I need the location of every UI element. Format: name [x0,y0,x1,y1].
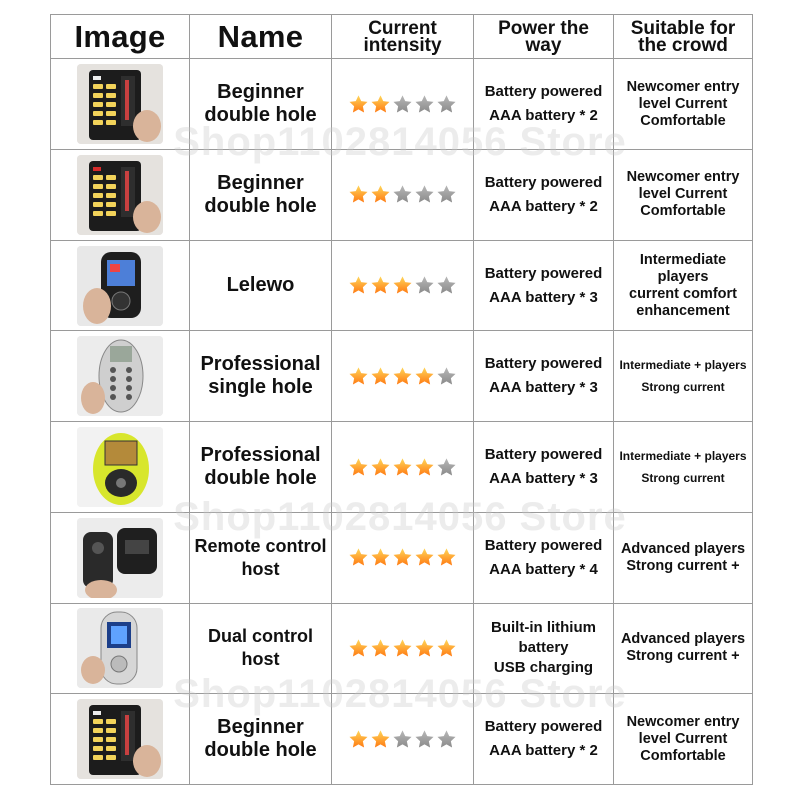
header-power-line2: way [525,34,562,56]
star-empty-icon [414,94,435,115]
product-name-line: Lelewo [226,274,295,297]
yellow-screen-device-icon [77,427,163,507]
watermark: Shop1102814056 Store [173,495,627,539]
crowd-cell [614,694,753,785]
star-filled-icon [348,184,369,205]
header-name [190,15,332,59]
header-image-label: Image [74,18,166,54]
product-name-line: Beginner [217,716,304,739]
header-crowd-line2: the crowd [638,34,728,56]
product-name-line: host [241,649,280,670]
crowd-line: Advanced players [620,631,746,648]
name-cell [190,512,332,603]
image-cell [51,150,190,241]
table-row [51,240,753,331]
intensity-cell [332,603,474,694]
power-cell [474,331,614,422]
power-line: AAA battery * 2 [489,742,598,760]
star-filled-icon [392,366,413,387]
name-cell [190,240,332,331]
star-empty-icon [436,729,457,750]
star-empty-icon [392,729,413,750]
crowd-line: Newcomer entry [626,169,740,186]
remote-and-host-icon [77,518,163,598]
image-cell [51,240,190,331]
image-cell [51,59,190,150]
star-filled-icon [348,366,369,387]
star-rating [332,94,473,115]
star-rating [332,638,473,659]
product-name-line: double hole [204,467,317,489]
star-empty-icon [436,457,457,478]
intensity-cell [332,694,474,785]
star-filled-icon [348,638,369,659]
star-filled-icon [370,638,391,659]
star-filled-icon [414,366,435,387]
product-name-line: single hole [208,376,313,399]
header-image [51,15,190,59]
black-remote-keypad-icon [77,699,163,779]
star-filled-icon [414,638,435,659]
intensity-cell [332,240,474,331]
crowd-cell [614,422,753,513]
crowd-line: Comfortable [640,112,726,129]
product-name-line: Remote control [194,535,327,556]
power-line: Battery powered [484,83,603,101]
table-row [51,512,753,603]
crowd-cell [614,331,753,422]
table-row [51,331,753,422]
power-line: Battery powered [484,264,603,282]
star-filled-icon [370,366,391,387]
table-row [51,603,753,694]
screen-device-icon [77,246,163,326]
crowd-line: Strong current + [626,557,740,574]
crowd-line: Newcomer entry [626,713,740,730]
table-row [51,59,753,150]
black-remote-red-button-icon [77,155,163,235]
power-cell [474,240,614,331]
header-power [474,15,614,59]
product-name-line: double hole [204,104,317,127]
crowd-line: level Current [638,95,728,112]
star-filled-icon [370,729,391,750]
product-name-line: host [241,558,280,579]
crowd-line: level Current [638,186,728,203]
power-cell [474,603,614,694]
power-line: Battery powered [484,173,603,191]
name-cell [190,603,332,694]
name-cell [190,59,332,150]
star-filled-icon [392,457,413,478]
intensity-cell [332,59,474,150]
product-name-line: Dual control [207,626,313,647]
crowd-line: current comfort [629,285,737,302]
power-line: Battery powered [484,355,603,373]
crowd-line: Comfortable [640,747,726,764]
watermark: Shop1102814056 Store [173,120,627,164]
star-filled-icon [436,638,457,659]
table-row [51,150,753,241]
star-empty-icon [436,94,457,115]
crowd-cell [614,150,753,241]
star-rating [332,457,473,478]
intensity-cell [332,150,474,241]
star-filled-icon [414,457,435,478]
star-rating [332,366,473,387]
star-empty-icon [392,184,413,205]
star-empty-icon [414,729,435,750]
star-filled-icon [370,547,391,568]
intensity-cell [332,422,474,513]
crowd-cell [614,59,753,150]
header-current-intensity [332,15,474,59]
star-filled-icon [392,275,413,296]
name-cell [190,422,332,513]
name-cell [190,331,332,422]
star-filled-icon [414,547,435,568]
star-filled-icon [370,94,391,115]
crowd-cell [614,603,753,694]
header-intensity-line2: intensity [363,34,442,56]
power-line: battery [518,639,569,657]
name-cell [190,694,332,785]
power-line: AAA battery * 4 [489,560,598,578]
header-row [51,15,753,59]
crowd-cell [614,240,753,331]
star-rating [332,547,473,568]
power-cell [474,150,614,241]
star-filled-icon [348,729,369,750]
star-filled-icon [436,547,457,568]
header-intensity-line1: Current [368,17,437,39]
image-cell [51,512,190,603]
power-line: AAA battery * 2 [489,107,598,125]
crowd-line: Comfortable [640,203,726,220]
star-filled-icon [392,638,413,659]
star-empty-icon [414,184,435,205]
power-cell [474,694,614,785]
product-name-line: Beginner [217,171,304,194]
table-row [51,694,753,785]
comparison-table [50,14,753,785]
crowd-line: Intermediate + players [619,358,747,373]
power-cell [474,512,614,603]
crowd-cell [614,512,753,603]
star-empty-icon [436,184,457,205]
watermark: Shop1102814056 Store [173,672,627,716]
power-line: Battery powered [484,718,603,736]
cylinder-host-icon [77,608,163,688]
image-cell [51,422,190,513]
star-empty-icon [392,94,413,115]
power-line: AAA battery * 3 [489,379,598,397]
crowd-line: enhancement [636,302,730,319]
product-name-line: Professional [200,444,321,466]
intensity-cell [332,331,474,422]
power-line: Built-in lithium [491,619,596,637]
crowd-line: Advanced players [620,540,746,557]
header-name-label: Name [217,18,304,54]
product-name-line: double hole [204,739,317,762]
crowd-line: level Current [638,730,728,747]
crowd-line: Strong current [641,380,725,395]
star-filled-icon [370,275,391,296]
star-filled-icon [348,547,369,568]
silver-oval-device-icon [77,336,163,416]
crowd-line: Strong current [641,471,725,485]
crowd-line: Intermediate players [639,251,727,285]
product-name-line: Beginner [217,81,304,104]
black-remote-keypad-icon [77,64,163,144]
star-empty-icon [414,275,435,296]
image-cell [51,694,190,785]
header-power-line1: Power the [498,17,589,39]
star-rating [332,729,473,750]
header-crowd-line1: Suitable for [630,17,736,39]
star-rating [332,275,473,296]
star-filled-icon [370,184,391,205]
power-line: Battery powered [484,536,603,554]
header-crowd [614,15,753,59]
star-rating [332,184,473,205]
crowd-line: Intermediate + players [619,449,747,463]
star-filled-icon [348,457,369,478]
crowd-line: Strong current + [626,648,740,665]
name-cell [190,150,332,241]
power-cell [474,59,614,150]
power-line: USB charging [493,659,594,677]
table-row [51,422,753,513]
crowd-line: Newcomer entry [626,78,740,95]
power-line: AAA battery * 3 [489,470,598,487]
star-filled-icon [348,94,369,115]
star-empty-icon [436,366,457,387]
power-cell [474,422,614,513]
power-line: AAA battery * 2 [489,197,598,215]
image-cell [51,603,190,694]
intensity-cell [332,512,474,603]
star-empty-icon [436,275,457,296]
star-filled-icon [370,457,391,478]
power-line: AAA battery * 3 [489,288,598,306]
power-line: Battery powered [484,446,603,463]
image-cell [51,331,190,422]
star-filled-icon [348,275,369,296]
product-name-line: double hole [204,194,317,217]
star-filled-icon [392,547,413,568]
product-name-line: Professional [200,353,321,376]
